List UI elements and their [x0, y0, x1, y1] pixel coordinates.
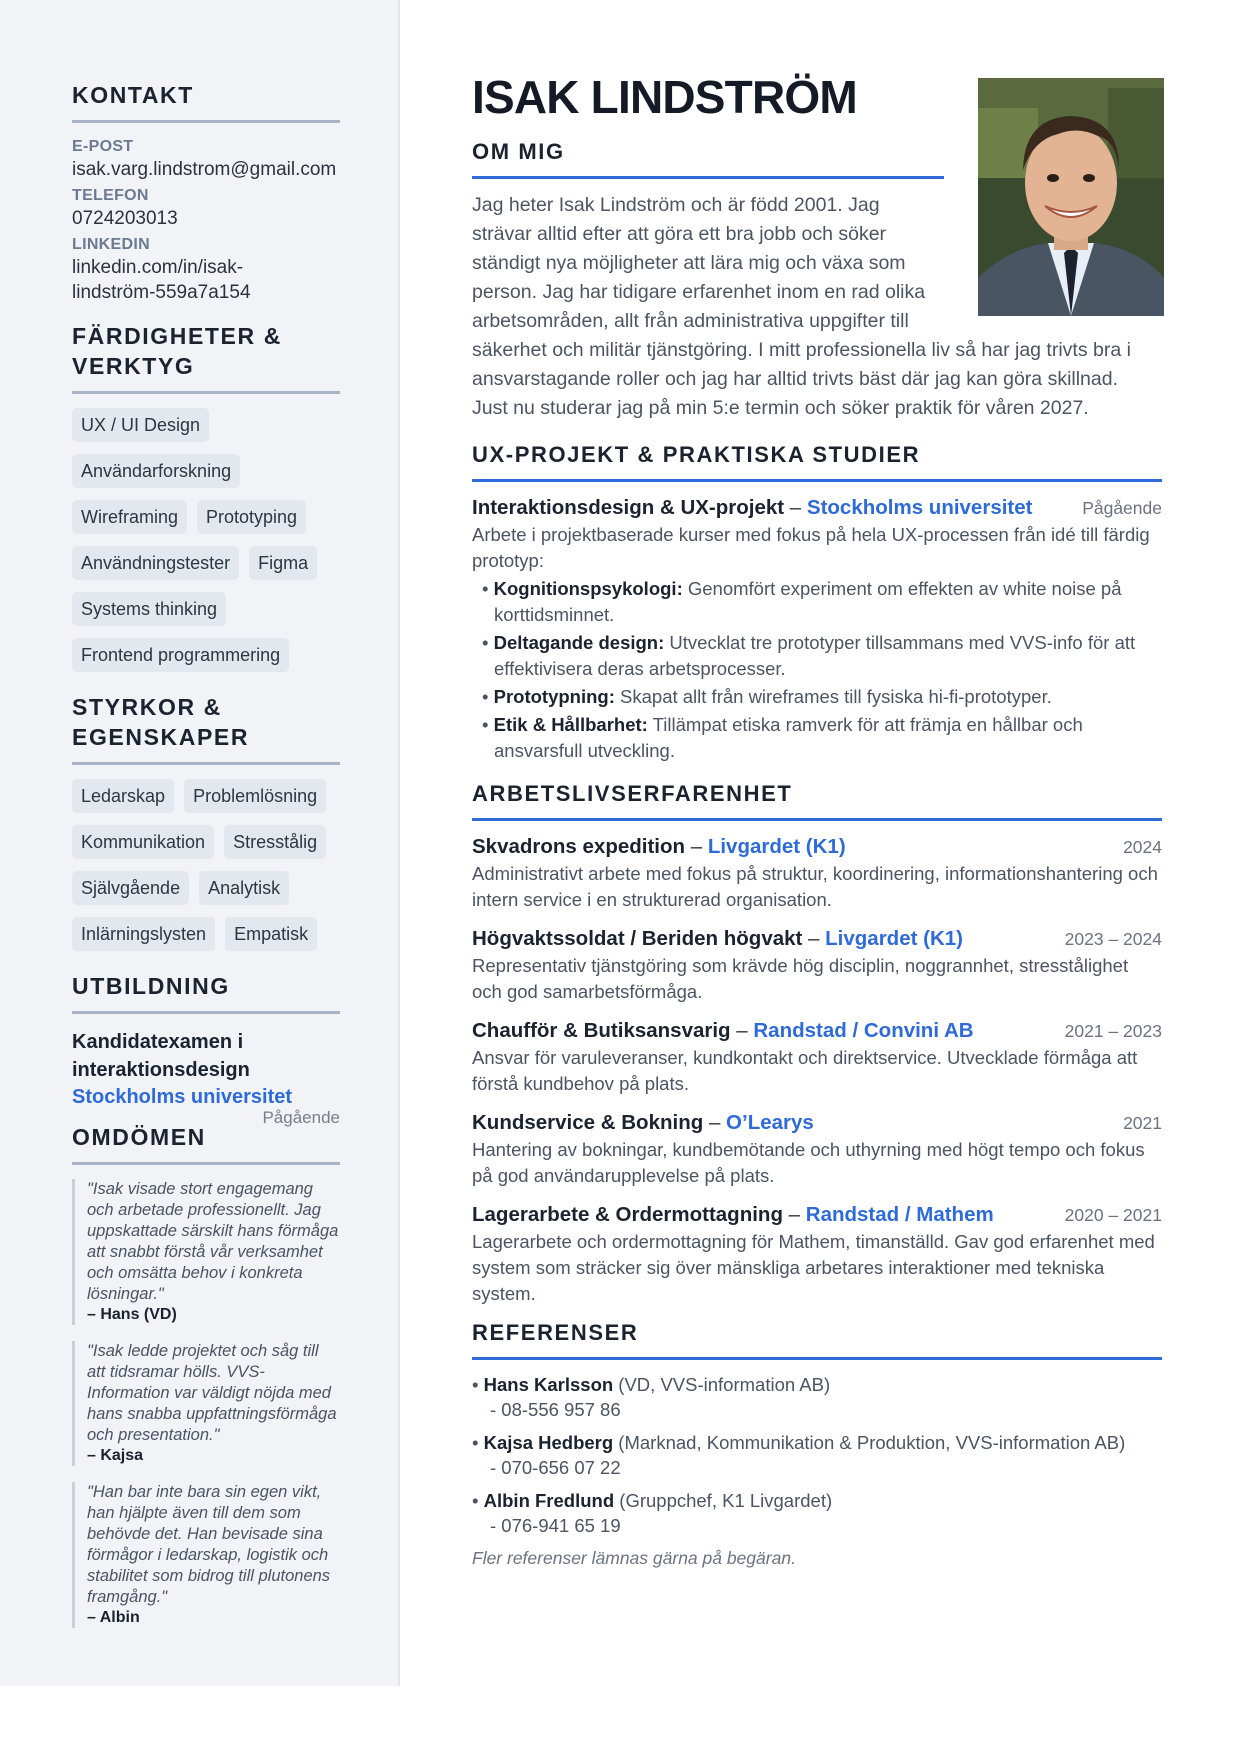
reference-item [472, 1372, 1162, 1422]
about-line: strävar alltid efter att göra ett bra jobb och söker [472, 223, 887, 245]
bullet-text: Tillämpat etiska ramverk för att främja en hållbar och ansvarsfull utveckling. [494, 714, 1083, 761]
work-date: 2023 – 2024 [1064, 929, 1162, 949]
bullet-marker: • [472, 1374, 484, 1395]
work-employer: O’Learys [726, 1111, 814, 1134]
email-link[interactable]: isak.varg.lindstrom@gmail.com [72, 159, 337, 180]
work-description: Administrativt arbete med fokus på struktur, koordinering, informationshantering och intern service i en strukturerad organisation. [472, 863, 1158, 910]
strength-tag: Kommunikation [72, 825, 214, 859]
strengths-heading [72, 692, 340, 752]
education-degree-line-2: interaktionsdesign [72, 1059, 250, 1081]
candidate-name: ISAK LINDSTRÖM [472, 71, 857, 123]
work-employer: Randstad / Mathem [805, 1203, 994, 1226]
bullet-text: Skapat allt från wireframes till fysiska hi-fi-prototyper. [614, 686, 1052, 707]
reference-line [472, 1372, 1162, 1397]
strength-tag: Självgående [72, 871, 189, 905]
work-role: Lagerarbete & Ordermottagning [472, 1203, 783, 1226]
project-bullet-list [472, 576, 1162, 764]
project-bullet: • Etik & Hållbarhet: Tillämpat etiska ramverk för att främja en hållbar och ansvarsfull utveckling. [482, 714, 1083, 761]
reference-phone[interactable]: - 08-556 957 86 [490, 1399, 621, 1420]
work-role: Kundservice & Bokning [472, 1111, 704, 1134]
page-bottom-margin [0, 1686, 1241, 1754]
contact-heading: KONTAKT [72, 82, 194, 108]
bullet-label: Prototypning: [493, 686, 615, 707]
work-date: 2020 – 2021 [1064, 1205, 1162, 1225]
strengths-section [72, 692, 340, 951]
work-role: Chaufför & Butiksansvarig [472, 1019, 731, 1042]
strengths-heading-line-1: STYRKOR & [72, 694, 222, 720]
project-name: Interaktionsdesign & UX-projekt [472, 496, 785, 519]
contact-section [72, 80, 340, 305]
section-divider [472, 1357, 1162, 1360]
section-divider [72, 120, 340, 123]
skills-heading-line-1: FÄRDIGHETER & [72, 323, 282, 349]
education-degree [72, 1028, 340, 1084]
review-author: – Hans (VD) [87, 1306, 177, 1323]
work-role: Högvaktssoldat / Beriden högvakt [472, 927, 803, 950]
strength-tag: Stresstålig [224, 825, 326, 859]
skills-heading [72, 321, 340, 381]
project-bullet: • Kognitionspsykologi: Genomfört experiment om effekten av white noise på korttidsminnet. [482, 578, 1122, 625]
reference-item [472, 1430, 1162, 1480]
title-separator: – [730, 1019, 754, 1042]
skill-tag: Figma [249, 546, 317, 580]
reference-name: Kajsa Hedberg [483, 1432, 614, 1453]
linkedin-link[interactable] [72, 255, 340, 305]
project-entry-header [472, 494, 1162, 522]
skill-tag: Användningstester [72, 546, 239, 580]
work-entry [472, 1201, 1162, 1307]
work-entry [472, 925, 1162, 1005]
work-entry-header [472, 1109, 1162, 1137]
reference-item [472, 1488, 1162, 1538]
project-description: Arbete i projektbaserade kurser med fokus på hela UX-processen från idé till färdig prototyp: [472, 524, 1150, 571]
references-section [472, 1319, 1162, 1570]
section-divider [472, 479, 1162, 482]
about-heading: OM MIG [472, 139, 565, 164]
work-title [472, 925, 963, 953]
work-date: 2024 [1123, 837, 1162, 857]
reference-phone[interactable]: - 076-941 65 19 [490, 1515, 621, 1536]
work-title [472, 1201, 994, 1229]
reference-phone[interactable]: - 070-656 07 22 [490, 1457, 621, 1478]
skill-tag: Användarforskning [72, 454, 240, 488]
bullet-text: Genomfört experiment om effekten av white noise på korttidsminnet. [494, 578, 1122, 625]
work-description: Representativ tjänstgöring som krävde hög disciplin, noggrannhet, stresstålighet och god samarbetsförmåga. [472, 955, 1129, 1002]
work-entry [472, 1017, 1162, 1097]
about-line: ständigt nya möjligheter att lära mig och växa som [472, 252, 906, 274]
sidebar-content [72, 80, 340, 1644]
work-entry [472, 833, 1162, 913]
skill-tag: Prototyping [197, 500, 306, 534]
work-description: Hantering av bokningar, kundbemötande och uthyrning med högt tempo och fokus på god användarupplevelse på plats. [472, 1139, 1145, 1186]
work-employer: Randstad / Convini AB [753, 1019, 974, 1042]
work-description: Ansvar för varuleveranser, kundkontakt och direktservice. Utvecklade förmåga att förstå kundbehov på plats. [472, 1047, 1138, 1094]
project-organization: Stockholms universitet [806, 496, 1033, 519]
work-employer: Livgardet (K1) [825, 927, 963, 950]
work-section [472, 780, 1162, 1307]
work-entry-header [472, 1201, 1162, 1229]
phone-label: TELEFON [72, 187, 149, 204]
reference-name: Albin Fredlund [483, 1490, 615, 1511]
project-bullet: • Deltagande design: Utvecklat tre prototyper tillsammans med VVS-info för att effektivisera deras arbetsprocesser. [482, 632, 1136, 679]
work-entry [472, 1109, 1162, 1189]
about-line: ansvarstagande roller och jag har alltid trivts bäst där jag kan göra skillnad. [472, 368, 1119, 390]
work-date: 2021 – 2023 [1064, 1021, 1162, 1041]
work-entry-header [472, 833, 1162, 861]
projects-section [472, 441, 1162, 764]
about-line: Jag heter Isak Lindström och är född 2001. Jag [472, 194, 880, 216]
skill-tag: Systems thinking [72, 592, 226, 626]
reference-name: Hans Karlsson [483, 1374, 614, 1395]
project-title [472, 494, 1032, 522]
title-separator: – [703, 1111, 727, 1134]
bullet-label: Kognitionspsykologi: [493, 578, 683, 599]
work-title [472, 833, 846, 861]
work-entry-header [472, 925, 1162, 953]
reference-detail: (VD, VVS-information AB) [613, 1374, 831, 1395]
review-text: "Isak visade stort engagemang och arbetade professionellt. Jag uppskattade särskilt hans förmåga att snabbt förstå vår verksamhet och omsätta behov i konkreta lösningar." [87, 1180, 339, 1303]
skills-heading-line-2: VERKTYG [72, 353, 195, 379]
project-entry [472, 494, 1162, 764]
bullet-marker: • [472, 1490, 484, 1511]
strengths-heading-line-2: EGENSKAPER [72, 724, 250, 750]
section-divider [72, 1011, 340, 1014]
bullet-marker: • [472, 1432, 484, 1453]
projects-heading: UX-PROJEKT & PRAKTISKA STUDIER [472, 442, 921, 467]
reviews-heading: OMDÖMEN [72, 1124, 206, 1150]
review-quote [72, 1341, 340, 1466]
section-divider [472, 818, 1162, 821]
review-text: "Isak ledde projektet och såg till att tidsramar hölls. VVS-Information var väldigt nöjda med hans snabba uppfattningsförmåga och presentation." [87, 1342, 337, 1444]
section-divider [472, 176, 944, 179]
title-separator: – [784, 496, 807, 519]
phone-link[interactable]: 0724203013 [72, 208, 178, 229]
project-bullet: • Prototypning: Skapat allt från wireframes till fysiska hi-fi-prototyper. [482, 686, 1052, 707]
skills-tag-list [72, 408, 340, 672]
linkedin-line-2: lindström-559a7a154 [72, 282, 251, 303]
education-school: Stockholms universitet [72, 1086, 293, 1108]
email-label: E-POST [72, 138, 134, 155]
review-quote [72, 1482, 340, 1628]
review-text: "Han bar inte bara sin egen vikt, han hjälpte även till dem som behövde det. Han bevisade sina förmågor i ledarskap, logistik och stabilitet som bidrog till plutonens framgång." [87, 1483, 331, 1606]
skills-section [72, 321, 340, 672]
about-line: säkerhet och militär tjänstgöring. I mitt professionella liv så har jag trivts bra i [472, 339, 1131, 361]
reference-line [472, 1430, 1162, 1455]
skill-tag: Frontend programmering [72, 638, 289, 672]
skill-tag: UX / UI Design [72, 408, 209, 442]
reference-detail: (Marknad, Kommunikation & Produktion, VVS-information AB) [613, 1432, 1126, 1453]
work-role: Skvadrons expedition [472, 835, 686, 858]
education-status: Pågående [262, 1108, 340, 1127]
work-description: Lagerarbete och ordermottagning för Mathem, timanställd. Gav god erfarenhet med system som sträcker sig över mänskliga arbetares interaktioner med tekniska system. [472, 1231, 1155, 1304]
linkedin-label: LINKEDIN [72, 236, 150, 253]
section-divider [72, 391, 340, 394]
review-author: – Albin [87, 1609, 140, 1626]
bullet-text: Utvecklat tre prototyper tillsammans med VVS-info för att effektivisera deras arbetsprocesser. [494, 632, 1136, 679]
main-content [472, 70, 1162, 1570]
reference-detail: (Gruppchef, K1 Livgardet) [614, 1490, 833, 1511]
work-date: 2021 [1123, 1113, 1162, 1133]
about-text [472, 191, 1162, 423]
about-line: person. Jag har tidigare erfarenhet inom en rad olika [472, 281, 926, 303]
work-entry-header [472, 1017, 1162, 1045]
title-separator: – [802, 927, 826, 950]
section-divider [72, 1162, 340, 1165]
skill-tag: Wireframing [72, 500, 187, 534]
strength-tag: Analytisk [199, 871, 289, 905]
section-divider [72, 762, 340, 765]
project-date: Pågående [1082, 498, 1162, 518]
strength-tag: Ledarskap [72, 779, 174, 813]
about-line: arbetsområden, allt från administrativa uppgifter till [472, 310, 909, 332]
about-line: Just nu studerar jag på min 5:e termin och söker praktik för våren 2027. [472, 397, 1089, 419]
strength-tag: Problemlösning [184, 779, 326, 813]
references-note: Fler referenser lämnas gärna på begäran. [472, 1548, 796, 1568]
title-separator: – [782, 1203, 806, 1226]
linkedin-line-1: linkedin.com/in/isak- [72, 257, 244, 278]
education-section [72, 971, 340, 1128]
strengths-tag-list [72, 779, 340, 951]
reviews-section [72, 1122, 340, 1628]
work-title [472, 1017, 974, 1045]
work-title [472, 1109, 814, 1137]
work-employer: Livgardet (K1) [707, 835, 846, 858]
strength-tag: Empatisk [225, 917, 317, 951]
education-heading: UTBILDNING [72, 973, 230, 999]
references-heading: REFERENSER [472, 1320, 639, 1345]
strength-tag: Inlärningslysten [72, 917, 215, 951]
reference-line [472, 1488, 1162, 1513]
review-quote [72, 1179, 340, 1325]
work-heading: ARBETSLIVSERFARENHET [472, 781, 793, 806]
review-author: – Kajsa [87, 1447, 144, 1464]
bullet-label: Deltagande design: [493, 632, 665, 653]
bullet-label: Etik & Hållbarhet: [493, 714, 648, 735]
education-degree-line-1: Kandidatexamen i [72, 1031, 244, 1053]
about-section [472, 138, 1162, 423]
title-separator: – [685, 835, 708, 858]
